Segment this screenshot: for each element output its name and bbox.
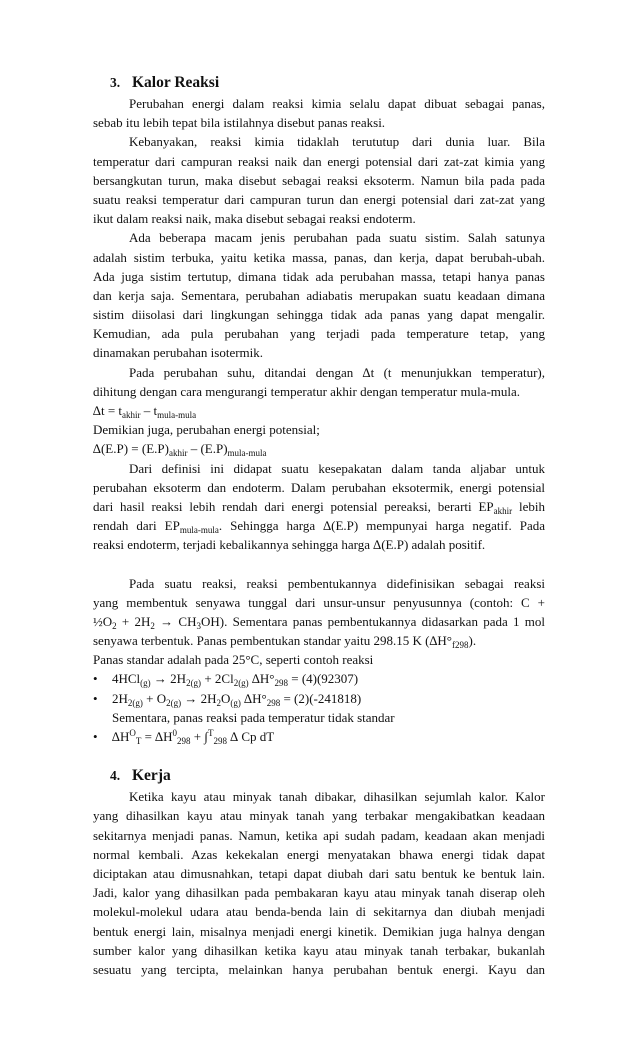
section-4-heading (93, 765, 545, 787)
paragraph-line: Jadi, kalor yang dihasilkan pada pembakaran kayu atau minyak tanah diserap oleh (93, 885, 545, 901)
paragraph-line: temperatur dari campuran reaksi naik dan energi potensial dari zat-zat kimia yang (93, 153, 545, 169)
paragraph-line: Demikian juga, perubahan energi potensial; (93, 422, 320, 438)
paragraph-line: Ada juga sistim tertutup, dimana tidak ada perubahan massa, tetapi hanya panas (93, 268, 545, 284)
section-spacer (93, 746, 545, 765)
bullet-icon: • (93, 729, 98, 744)
paragraph-line: rendah dari $EP_{mula-mula}$. Sehingga harga ∆(E.P) mempunyai harga negatif. Pada (93, 518, 545, 536)
section-title: Kalor Reaksi (132, 74, 220, 91)
paragraph-line: dan kerja saja. Sementara, perubahan adiabatis merupakan suatu keadaan dimana (93, 287, 545, 303)
paragraph-line: Panas standar adalah pada 25°C, seperti contoh reaksi (93, 652, 374, 668)
paragraph-line: Sementara, panas reaksi pada temperatur tidak standar (112, 709, 395, 725)
paragraph-line: yang membentuk senyawa tunggal dari unsur-unsur penyusunnya (contoh: C + (93, 594, 545, 610)
list-item: • $\Delta H^O_T = \Delta H^0_{298} + \int^T_{298}$ ∆ Cp dT (93, 728, 275, 746)
paragraph-line: dinamakan perubahan isotermik. (93, 345, 264, 361)
paragraph-line: reaksi endoterm, terjadi kebalikannya sehingga harga ∆(E.P) adalah positif. (93, 537, 486, 553)
paragraph-line: $\frac{1}{2}O_2 + 2H_2 \to CH_3OH$). Sementara panas pembentukannya didasarkan pada 1 mol (93, 613, 545, 631)
paragraph-line: Kebanyakan, reaksi kimia tidaklah terututup dari dunia luar. Bila (129, 134, 545, 150)
formula-delta-t: $\Delta t = t_{akhir} - t_{mula-mula}$ (93, 403, 197, 420)
paragraph-line: bersangkutan turun, maka disebut sebagai reaksi eksoterm. Namun bila pada pada (93, 172, 545, 188)
list-item: • $4HCl_{(g)} \to 2H_{2(g)} + 2Cl_{2(g)}$ $\Delta H^\circ_{298} = (4)(92307)$ (93, 671, 359, 689)
paragraph-line: diciptakan atau dimusnahkan, tetapi dapat diubah dari satu bentuk ke bentuk lain. (93, 865, 545, 881)
paragraph-line: Ketika kayu atau minyak tanah dibakar, dihasilkan sejumlah kalor. Kalor (129, 789, 545, 805)
paragraph-line: sekitarnya menjadi panas. Namun, ketika api sudah padam, keadaan akan menjadi (93, 827, 545, 843)
paragraph-line: sesuatu yang tercipta, melainkan hanya perubahan bentuk energi. Kayu dan (93, 961, 545, 977)
paragraph-line: suatu reaksi temperatur dari campuran turun dan energi potensial dari zat-zat yang (93, 191, 545, 207)
paragraph-line: senyawa terbentuk. Panas pembentukan standar yaitu 298.15 K $(\Delta H^\circ_{f298})$. (93, 633, 477, 651)
paragraph-line: bentuk energi lain, misalnya menjadi energi kinetik. Demikian juga halnya dengan (93, 923, 545, 939)
paragraph-line: sumber kalor yang dihasilkan ketika kayu atau minyak tanah terbakar, bukanlah (93, 942, 545, 958)
document-page (93, 72, 545, 979)
section-title: Kerja (132, 767, 171, 785)
bullet-icon: • (93, 690, 98, 706)
section-number: 3. (110, 75, 121, 90)
formula-delta-ep: $\Delta(E.P) = (E.P)_{akhir} - (E.P)_{mula-mula}$ (93, 441, 267, 459)
paragraph-line: Ada beberapa macam jenis perubahan pada suatu sistim. Salah satunya (129, 230, 545, 246)
paragraph-line: dari hasil reaksi lebih rendah dari energi potensial pereaksi, berarti $EP_{akhir}$ lebih (93, 498, 545, 516)
paragraph-line: yang dihasilkan kayu atau minyak tanah yang terbakar mengakibatkan keadaan (93, 808, 545, 824)
paragraph-line: perubahan eksoterm dan endoterm. Dalam perubahan eksotermik, energi potensial (93, 479, 545, 495)
paragraph-line: sebab itu lebih tepat bila istilahnya disebut panas reaksi. (93, 115, 386, 131)
paragraph-line: normal kembali. Azas kekekalan energi menyatakan bhawa energi tidak dapat (93, 846, 545, 862)
paragraph-line: adalah sistim terbuka, yaitu ketika massa, panas, dan kerja, dapat berubah-ubah. (93, 249, 545, 265)
paragraph-line: ikut dalam reaksi naik, maka disebut sebagai reaksi endoterm. (93, 211, 416, 227)
section-number: 4. (110, 768, 121, 784)
paragraph-spacer (93, 555, 545, 574)
paragraph-line: dihitung dengan cara mengurangi temperatur akhir dengan temperatur mula-mula. (93, 383, 521, 399)
section-3-heading (93, 72, 545, 94)
list-item: • $2H_{2(g)} + O_{2(g)} \to 2H_2O_{(g)}$ $\Delta H^\circ_{298} = (2)(-241818)$ (93, 690, 362, 708)
paragraph-line: Kemudian, ada pula perubahan yang terjadi pada temperature tetap, yang (93, 326, 545, 342)
paragraph-line: Pada perubahan suhu, ditandai dengan ∆t (t menunjukkan temperatur), (129, 364, 545, 380)
paragraph-line: molekul-molekul udara atau benda-benda lain di sekitarnya dan diubah menjadi (93, 904, 545, 920)
paragraph-line: Perubahan energi dalam reaksi kimia selalu dapat dibuat sebagai panas, (129, 96, 545, 111)
paragraph-line: Dari definisi ini didapat suatu kesepakatan dalam tanda aljabar untuk (129, 460, 545, 476)
paragraph-line: Pada suatu reaksi, reaksi pembentukannya didefinisikan sebagai reaksi (129, 575, 545, 591)
paragraph-line: sistim diisolasi dari lingkungan sehingga tidak ada panas yang dapat mengalir. (93, 307, 545, 323)
bullet-icon: • (93, 671, 98, 687)
